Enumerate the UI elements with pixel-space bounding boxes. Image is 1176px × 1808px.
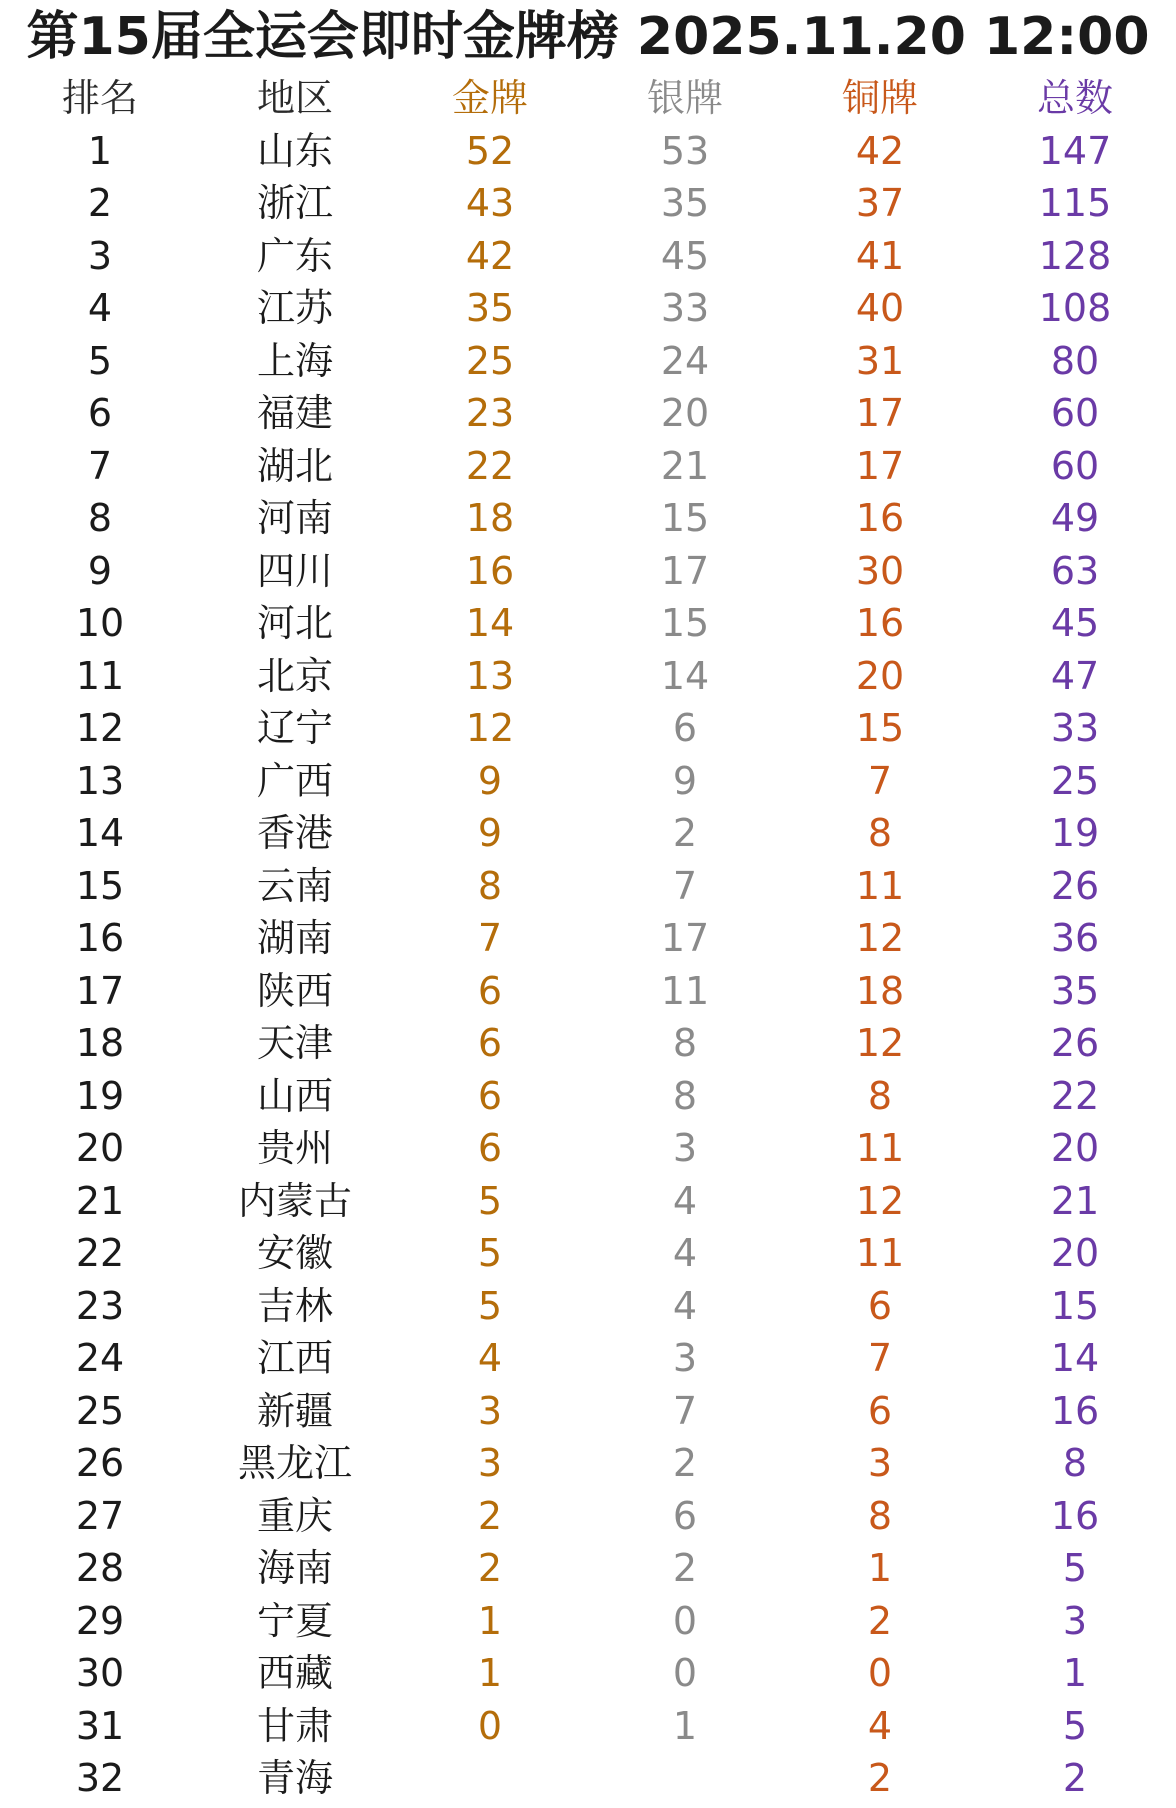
cell-total: 5 [1062, 1703, 1088, 1748]
cell-bronze: 3 [867, 1441, 893, 1485]
cell-rank: 18 [75, 1021, 125, 1065]
cell-bronze: 6 [867, 1388, 893, 1433]
table-row [0, 1647, 1176, 1700]
cell-gold: 14 [465, 601, 515, 645]
cell-region: 云南 [256, 863, 333, 908]
cell-region: 内蒙古 [237, 1178, 352, 1223]
cell-bronze: 40 [855, 286, 905, 330]
cell-gold: 2 [477, 1493, 503, 1538]
table-row [0, 282, 1176, 335]
table-row [0, 1542, 1176, 1595]
cell-region: 湖南 [256, 916, 333, 960]
cell-gold: 9 [477, 758, 503, 803]
cell-total: 20 [1050, 1231, 1100, 1275]
cell-gold: 1 [477, 1651, 503, 1695]
cell-rank: 23 [75, 1283, 125, 1328]
cell-rank: 13 [75, 758, 125, 803]
table-row [0, 860, 1176, 913]
cell-total: 47 [1050, 653, 1100, 698]
cell-silver: 35 [660, 181, 710, 225]
cell-gold: 12 [465, 706, 515, 750]
cell-silver: 17 [660, 916, 710, 960]
cell-region: 安徽 [256, 1231, 333, 1275]
table-row [0, 650, 1176, 703]
cell-gold: 3 [477, 1441, 503, 1485]
table-row [0, 597, 1176, 650]
cell-rank: 2 [87, 181, 113, 225]
cell-silver: 3 [672, 1336, 698, 1380]
cell-region: 江苏 [256, 286, 333, 330]
table-row [0, 177, 1176, 230]
header-silver: 银牌 [646, 76, 723, 120]
cell-bronze: 16 [855, 496, 905, 540]
cell-total: 108 [1038, 286, 1112, 330]
cell-total: 128 [1038, 233, 1112, 278]
table-row [0, 912, 1176, 965]
cell-rank: 11 [75, 653, 125, 698]
table-row [0, 1280, 1176, 1333]
cell-gold: 16 [465, 548, 515, 593]
cell-silver: 17 [660, 548, 710, 593]
cell-total: 3 [1062, 1598, 1088, 1643]
cell-region: 辽宁 [256, 706, 333, 750]
table-row [0, 125, 1176, 178]
cell-gold: 23 [465, 391, 515, 435]
cell-rank: 31 [75, 1703, 125, 1748]
cell-bronze: 30 [855, 548, 905, 593]
cell-rank: 16 [75, 916, 125, 960]
table-row [0, 1700, 1176, 1753]
cell-region: 广西 [256, 758, 333, 803]
cell-silver: 2 [672, 1441, 698, 1485]
cell-total: 21 [1050, 1178, 1100, 1223]
cell-rank: 12 [75, 706, 125, 750]
cell-rank: 15 [75, 863, 125, 908]
cell-bronze: 16 [855, 601, 905, 645]
cell-silver: 11 [660, 968, 710, 1013]
table-row [0, 807, 1176, 860]
cell-total: 1 [1062, 1651, 1088, 1695]
table-row [0, 1385, 1176, 1438]
cell-region: 黑龙江 [237, 1441, 352, 1485]
cell-region: 河北 [256, 601, 333, 645]
cell-bronze: 15 [855, 706, 905, 750]
cell-silver: 4 [672, 1178, 698, 1223]
cell-total: 45 [1050, 601, 1100, 645]
cell-gold: 9 [477, 811, 503, 855]
cell-silver: 3 [672, 1126, 698, 1170]
table-row [0, 1595, 1176, 1648]
table-row [0, 492, 1176, 545]
cell-rank: 7 [87, 443, 113, 488]
cell-rank: 1 [87, 128, 113, 173]
cell-silver: 21 [660, 443, 710, 488]
cell-silver: 8 [672, 1073, 698, 1118]
cell-rank: 29 [75, 1598, 125, 1643]
cell-gold: 5 [477, 1283, 503, 1328]
cell-gold: 13 [465, 653, 515, 698]
table-row [0, 1070, 1176, 1123]
cell-bronze: 0 [867, 1651, 893, 1695]
cell-rank: 24 [75, 1336, 125, 1380]
header-gold: 金牌 [451, 76, 528, 120]
cell-bronze: 8 [867, 1073, 893, 1118]
cell-total: 60 [1050, 391, 1100, 435]
cell-rank: 28 [75, 1546, 125, 1590]
cell-silver: 4 [672, 1231, 698, 1275]
cell-total: 20 [1050, 1126, 1100, 1170]
cell-gold: 3 [477, 1388, 503, 1433]
cell-gold: 2 [477, 1546, 503, 1590]
cell-total: 26 [1050, 1021, 1100, 1065]
cell-rank: 4 [87, 286, 113, 330]
cell-rank: 5 [87, 338, 113, 383]
cell-rank: 30 [75, 1651, 125, 1695]
cell-rank: 25 [75, 1388, 125, 1433]
cell-region: 重庆 [256, 1493, 333, 1538]
cell-rank: 17 [75, 968, 125, 1013]
cell-region: 河南 [256, 496, 333, 540]
header-total: 总数 [1036, 76, 1113, 120]
cell-total: 25 [1050, 758, 1100, 803]
cell-silver: 9 [672, 758, 698, 803]
cell-bronze: 2 [867, 1756, 893, 1800]
cell-rank: 26 [75, 1441, 125, 1485]
cell-silver: 53 [660, 128, 710, 173]
cell-gold: 35 [465, 286, 515, 330]
cell-gold: 4 [477, 1336, 503, 1380]
cell-total: 63 [1050, 548, 1100, 593]
cell-total: 22 [1050, 1073, 1100, 1118]
cell-bronze: 37 [855, 181, 905, 225]
cell-silver: 2 [672, 811, 698, 855]
table-row [0, 230, 1176, 283]
cell-bronze: 8 [867, 811, 893, 855]
cell-region: 陕西 [256, 968, 333, 1013]
cell-gold: 5 [477, 1178, 503, 1223]
cell-rank: 19 [75, 1073, 125, 1118]
cell-bronze: 12 [855, 1021, 905, 1065]
cell-total: 16 [1050, 1493, 1100, 1538]
cell-rank: 3 [87, 233, 113, 278]
cell-region: 江西 [256, 1336, 333, 1380]
cell-rank: 21 [75, 1178, 125, 1223]
cell-silver: 6 [672, 706, 698, 750]
cell-silver [595, 1752, 775, 1805]
cell-bronze: 20 [855, 653, 905, 698]
cell-gold [400, 1752, 580, 1805]
cell-rank: 20 [75, 1126, 125, 1170]
cell-silver: 20 [660, 391, 710, 435]
cell-region: 贵州 [256, 1126, 333, 1170]
table-row [0, 387, 1176, 440]
table-header [0, 72, 1176, 125]
cell-rank: 27 [75, 1493, 125, 1538]
cell-silver: 0 [672, 1598, 698, 1643]
table-row [0, 1227, 1176, 1280]
table-row [0, 440, 1176, 493]
cell-total: 2 [1062, 1756, 1088, 1800]
cell-bronze: 7 [867, 758, 893, 803]
cell-gold: 6 [477, 1021, 503, 1065]
cell-silver: 6 [672, 1493, 698, 1538]
cell-region: 海南 [256, 1546, 333, 1590]
cell-region: 西藏 [256, 1651, 333, 1695]
cell-rank: 9 [87, 548, 113, 593]
cell-total: 26 [1050, 863, 1100, 908]
cell-total: 115 [1038, 181, 1112, 225]
cell-gold: 6 [477, 1073, 503, 1118]
cell-rank: 8 [87, 496, 113, 540]
cell-rank: 14 [75, 811, 125, 855]
cell-total: 5 [1062, 1546, 1088, 1590]
cell-total: 8 [1062, 1441, 1088, 1485]
header-bronze: 铜牌 [841, 76, 918, 120]
cell-gold: 1 [477, 1598, 503, 1643]
cell-silver: 45 [660, 233, 710, 278]
cell-region: 香港 [256, 811, 333, 855]
header-region: 地区 [256, 76, 333, 120]
cell-gold: 5 [477, 1231, 503, 1275]
cell-total: 15 [1050, 1283, 1100, 1328]
cell-total: 14 [1050, 1336, 1100, 1380]
cell-bronze: 31 [855, 338, 905, 383]
cell-bronze: 18 [855, 968, 905, 1013]
cell-bronze: 11 [855, 1126, 905, 1170]
cell-gold: 0 [477, 1703, 503, 1748]
page-title: 第15届全运会即时金牌榜 2025.11.20 12:00 [26, 7, 1150, 67]
table-row [0, 1490, 1176, 1543]
cell-total: 19 [1050, 811, 1100, 855]
cell-silver: 0 [672, 1651, 698, 1695]
cell-region: 浙江 [256, 181, 333, 225]
cell-silver: 33 [660, 286, 710, 330]
cell-bronze: 17 [855, 443, 905, 488]
cell-region: 湖北 [256, 443, 333, 488]
cell-silver: 7 [672, 1388, 698, 1433]
cell-gold: 18 [465, 496, 515, 540]
cell-bronze: 6 [867, 1283, 893, 1328]
cell-gold: 25 [465, 338, 515, 383]
cell-total: 36 [1050, 916, 1100, 960]
cell-bronze: 2 [867, 1598, 893, 1643]
table-row [0, 1752, 1176, 1805]
cell-gold: 6 [477, 1126, 503, 1170]
table-row [0, 335, 1176, 388]
cell-silver: 4 [672, 1283, 698, 1328]
cell-region: 四川 [256, 548, 333, 593]
cell-bronze: 1 [867, 1546, 893, 1590]
cell-silver: 1 [672, 1703, 698, 1748]
table-row [0, 1437, 1176, 1490]
cell-region: 北京 [256, 653, 333, 698]
medal-table [0, 72, 1176, 1805]
table-row [0, 702, 1176, 755]
cell-gold: 22 [465, 443, 515, 488]
cell-bronze: 11 [855, 863, 905, 908]
cell-region: 广东 [256, 233, 333, 278]
table-row [0, 1175, 1176, 1228]
cell-bronze: 7 [867, 1336, 893, 1380]
cell-region: 福建 [256, 391, 333, 435]
cell-gold: 8 [477, 863, 503, 908]
table-row [0, 1122, 1176, 1175]
cell-region: 天津 [256, 1021, 333, 1065]
cell-bronze: 11 [855, 1231, 905, 1275]
cell-rank: 32 [75, 1756, 125, 1800]
table-row [0, 965, 1176, 1018]
table-row [0, 1332, 1176, 1385]
cell-bronze: 17 [855, 391, 905, 435]
cell-bronze: 12 [855, 1178, 905, 1223]
cell-bronze: 12 [855, 916, 905, 960]
cell-rank: 10 [75, 601, 125, 645]
cell-gold: 42 [465, 233, 515, 278]
cell-silver: 14 [660, 653, 710, 698]
table-row [0, 545, 1176, 598]
cell-gold: 43 [465, 181, 515, 225]
cell-total: 80 [1050, 338, 1100, 383]
cell-silver: 15 [660, 601, 710, 645]
cell-silver: 24 [660, 338, 710, 383]
cell-bronze: 42 [855, 128, 905, 173]
cell-region: 吉林 [256, 1283, 333, 1328]
cell-region: 宁夏 [256, 1598, 333, 1643]
cell-bronze: 41 [855, 233, 905, 278]
cell-gold: 7 [477, 916, 503, 960]
cell-rank: 6 [87, 391, 113, 435]
table-row [0, 755, 1176, 808]
cell-total: 49 [1050, 496, 1100, 540]
cell-total: 147 [1038, 128, 1112, 173]
cell-total: 33 [1050, 706, 1100, 750]
cell-rank: 22 [75, 1231, 125, 1275]
cell-total: 35 [1050, 968, 1100, 1013]
cell-region: 甘肃 [256, 1703, 333, 1748]
cell-silver: 7 [672, 863, 698, 908]
cell-bronze: 4 [867, 1703, 893, 1748]
cell-gold: 6 [477, 968, 503, 1013]
cell-bronze: 8 [867, 1493, 893, 1538]
header-rank: 排名 [61, 76, 138, 120]
table-row [0, 1017, 1176, 1070]
table-body [0, 125, 1176, 1805]
cell-region: 青海 [256, 1756, 333, 1800]
cell-gold: 52 [465, 128, 515, 173]
cell-total: 60 [1050, 443, 1100, 488]
cell-region: 上海 [256, 338, 333, 383]
cell-region: 山东 [256, 128, 333, 173]
cell-region: 新疆 [256, 1388, 333, 1433]
cell-silver: 2 [672, 1546, 698, 1590]
cell-region: 山西 [256, 1073, 333, 1118]
cell-total: 16 [1050, 1388, 1100, 1433]
cell-silver: 8 [672, 1021, 698, 1065]
cell-silver: 15 [660, 496, 710, 540]
